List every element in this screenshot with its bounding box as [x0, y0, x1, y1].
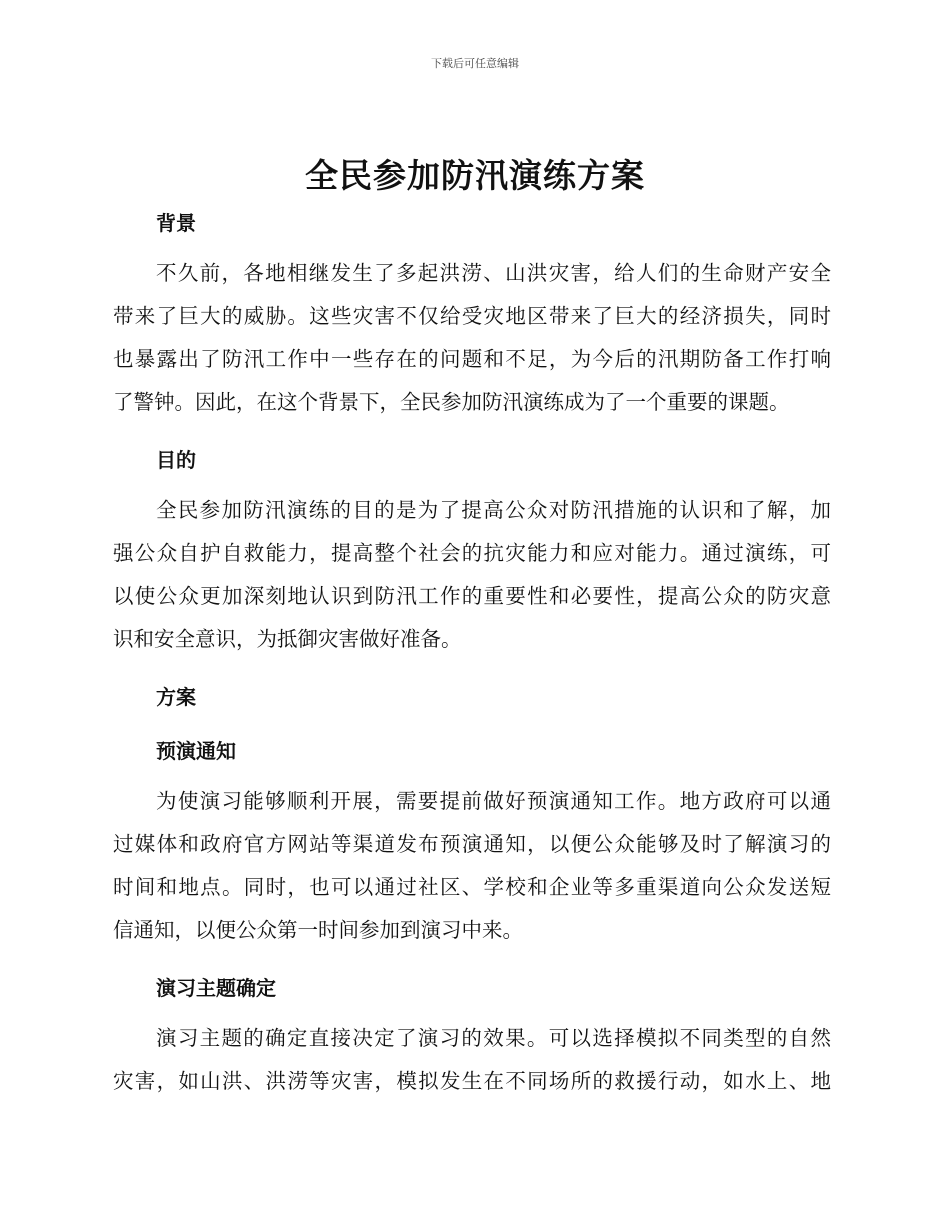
- page-header-note: 下载后可任意编辑: [431, 57, 519, 70]
- paragraph-line: 也暴露出了防汛工作中一些存在的问题和不足，为今后的汛期防备工作打响: [113, 347, 831, 371]
- heading-plan: 方案: [156, 685, 196, 709]
- heading-background: 背景: [156, 211, 196, 235]
- paragraph-line: 不久前，各地相继发生了多起洪涝、山洪灾害，给人们的生命财产安全: [156, 261, 831, 285]
- paragraph-line: 全民参加防汛演练的目的是为了提高公众对防汛措施的认识和了解，加: [156, 498, 831, 522]
- paragraph-line: 了警钟。因此，在这个背景下，全民参加防汛演练成为了一个重要的课题。: [113, 390, 790, 414]
- paragraph-line: 识和安全意识，为抵御灾害做好准备。: [113, 627, 462, 651]
- paragraph-theme: [113, 1017, 831, 1103]
- paragraph-line: 信通知，以便公众第一时间参加到演习中来。: [113, 918, 523, 942]
- paragraph-line: 灾害，如山洪、洪涝等灾害，模拟发生在不同场所的救援行动，如水上、地: [113, 1069, 831, 1093]
- heading-theme: 演习主题确定: [156, 976, 276, 1000]
- paragraph-line: 带来了巨大的威胁。这些灾害不仅给受灾地区带来了巨大的经济损失，同时: [113, 304, 831, 328]
- paragraph-line: 为使演习能够顺利开展，需要提前做好预演通知工作。地方政府可以通: [156, 789, 831, 813]
- heading-notice: 预演通知: [156, 739, 236, 763]
- paragraph-line: 以使公众更加深刻地认识到防汛工作的重要性和必要性，提高公众的防灾意: [113, 584, 831, 608]
- document-title: 全民参加防汛演练方案: [305, 156, 645, 195]
- paragraph-notice: [113, 780, 831, 952]
- paragraph-line: 强公众自护自救能力，提高整个社会的抗灾能力和应对能力。通过演练，可: [113, 541, 831, 565]
- paragraph-line: 演习主题的确定直接决定了演习的效果。可以选择模拟不同类型的自然: [156, 1026, 831, 1050]
- heading-purpose: 目的: [156, 448, 196, 472]
- paragraph-line: 时间和地点。同时，也可以通过社区、学校和企业等多重渠道向公众发送短: [113, 875, 831, 899]
- paragraph-background: [113, 252, 831, 424]
- paragraph-line: 过媒体和政府官方网站等渠道发布预演通知，以便公众能够及时了解演习的: [113, 832, 831, 856]
- paragraph-purpose: [113, 489, 831, 661]
